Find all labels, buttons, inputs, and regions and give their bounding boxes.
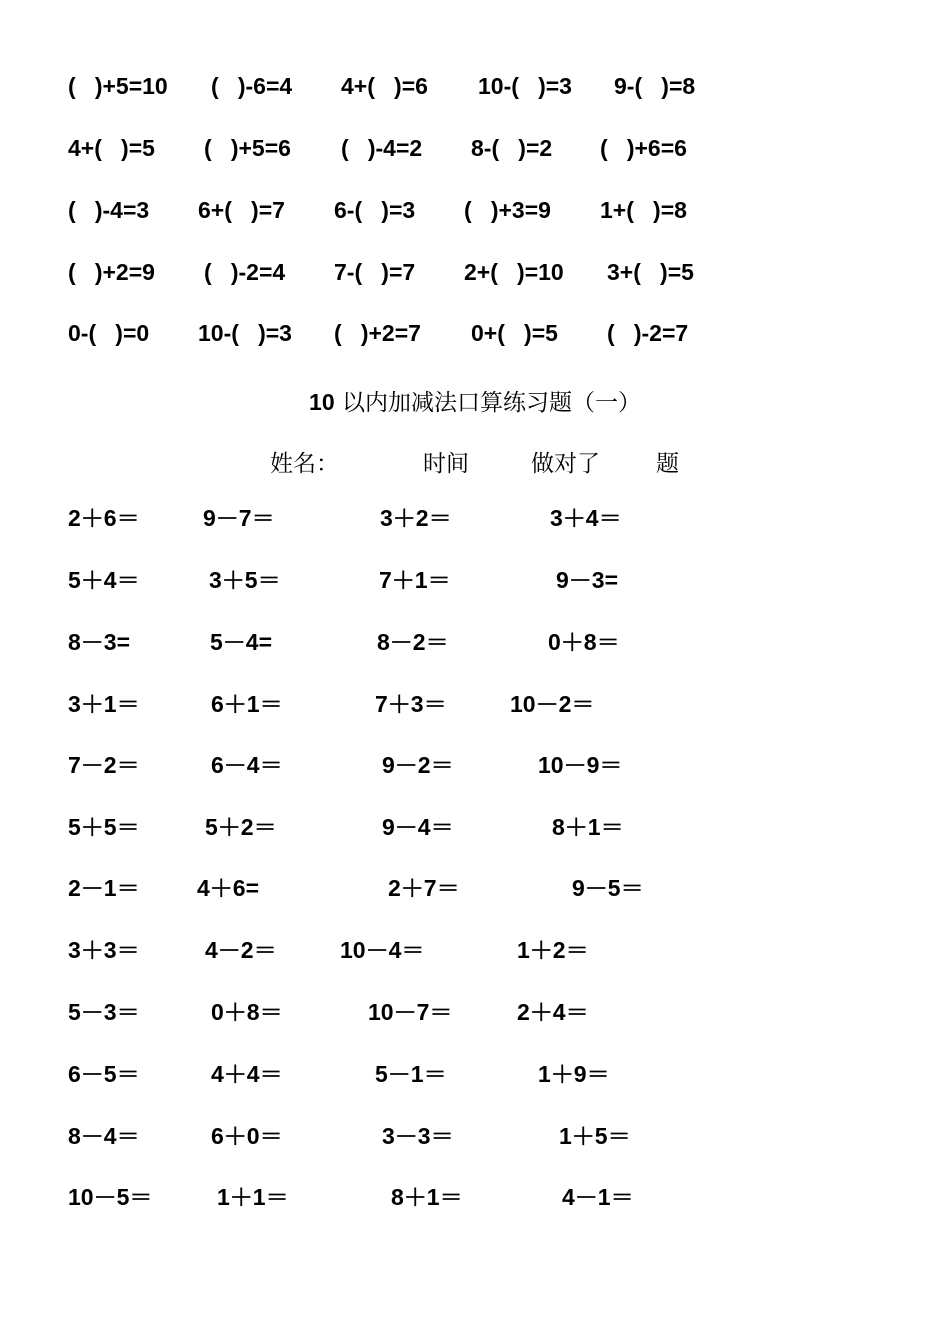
calc-problem: 8－2＝: [377, 629, 449, 655]
calc-problem: 4－2＝: [205, 937, 277, 963]
calc-problem: 6－4＝: [211, 752, 283, 778]
calc-problem: 9－5＝: [572, 875, 644, 901]
calc-problem: 6－5＝: [68, 1061, 140, 1087]
fill-in-problem: 3+( )=5: [607, 259, 694, 285]
calc-problem: 3－3＝: [382, 1123, 454, 1149]
fill-in-problem: ( )+6=6: [600, 135, 687, 161]
calc-problem: 0＋8＝: [211, 999, 283, 1025]
fill-in-problem: 0-( )=0: [68, 320, 150, 346]
calc-problem: 10－2＝: [510, 691, 595, 717]
calc-problem: 3＋2＝: [380, 505, 452, 531]
fill-in-problem: 10-( )=3: [478, 73, 572, 99]
time-label: 时间: [423, 451, 469, 477]
calc-problem: 4－1＝: [562, 1184, 634, 1210]
fill-in-problem: 2+( )=10: [464, 259, 564, 285]
calc-problem: 5＋2＝: [205, 814, 277, 840]
fill-in-problem: 6-( )=3: [334, 197, 416, 223]
calc-problem: 3＋5＝: [209, 567, 281, 593]
calc-problem: 5－4=: [210, 629, 273, 655]
calc-problem: 2＋6＝: [68, 505, 140, 531]
fill-in-problem: ( )+5=10: [68, 73, 168, 99]
correct-label: 做对了: [531, 451, 600, 477]
name-label: 姓名：: [270, 451, 339, 477]
fill-in-problem: ( )-6=4: [211, 73, 293, 99]
calc-problem: 7＋1＝: [379, 567, 451, 593]
fill-in-problem: 1+( )=8: [600, 197, 687, 223]
worksheet-title: [0, 384, 950, 417]
calc-problem: 7－2＝: [68, 752, 140, 778]
calc-problem: 8－4＝: [68, 1123, 140, 1149]
calc-problem: 1＋2＝: [517, 937, 589, 963]
fill-in-problem: ( )-2=4: [204, 259, 286, 285]
calc-problem: 10－5＝: [68, 1184, 153, 1210]
calc-problem: 8－3=: [68, 629, 131, 655]
calc-problem: 10－9＝: [538, 752, 623, 778]
fill-in-problem: 10-( )=3: [198, 320, 292, 346]
calc-problem: 5－3＝: [68, 999, 140, 1025]
fill-in-problem: ( )-4=3: [68, 197, 150, 223]
fill-in-problem: 0+( )=5: [471, 320, 558, 346]
fill-in-problem: ( )+3=9: [464, 197, 551, 223]
calc-problem: 9－3=: [556, 567, 619, 593]
calc-problem: 5＋4＝: [68, 567, 140, 593]
fill-in-problem: 4+( )=6: [341, 73, 428, 99]
calc-problem: 1＋1＝: [217, 1184, 289, 1210]
title-text: 以内加减法口算练习题（一）: [334, 390, 641, 416]
fill-in-problem: ( )-4=2: [341, 135, 423, 161]
calc-problem: 3＋3＝: [68, 937, 140, 963]
calc-problem: 9－7＝: [203, 505, 275, 531]
fill-in-problem: 7-( )=7: [334, 259, 416, 285]
calc-problem: 8＋1＝: [391, 1184, 463, 1210]
calc-problem: 10－7＝: [368, 999, 453, 1025]
calc-problem: 7＋3＝: [375, 691, 447, 717]
calc-problem: 2＋7＝: [388, 875, 460, 901]
calc-problem: 4＋4＝: [211, 1061, 283, 1087]
calc-problem: 1＋9＝: [538, 1061, 610, 1087]
calc-problem: 1＋5＝: [559, 1123, 631, 1149]
calc-problem: 6＋0＝: [211, 1123, 283, 1149]
fill-in-problem: ( )+2=7: [334, 320, 421, 346]
calc-problem: 8＋1＝: [552, 814, 624, 840]
calc-problem: 5－1＝: [375, 1061, 447, 1087]
fill-in-problem: ( )+2=9: [68, 259, 155, 285]
calc-problem: 3＋4＝: [550, 505, 622, 531]
calc-problem: 9－4＝: [382, 814, 454, 840]
calc-problem: 3＋1＝: [68, 691, 140, 717]
title-number: 10: [309, 389, 335, 415]
calc-problem: 6＋1＝: [211, 691, 283, 717]
questions-label: 题: [656, 451, 679, 477]
fill-in-problem: 8-( )=2: [471, 135, 553, 161]
fill-in-problem: 6+( )=7: [198, 197, 285, 223]
fill-in-problem: 9-( )=8: [614, 73, 696, 99]
calc-problem: 2＋4＝: [517, 999, 589, 1025]
calc-problem: 5＋5＝: [68, 814, 140, 840]
calc-problem: 2－1＝: [68, 875, 140, 901]
fill-in-problem: ( )+5=6: [204, 135, 291, 161]
calc-problem: 10－4＝: [340, 937, 425, 963]
fill-in-problem: 4+( )=5: [68, 135, 155, 161]
calc-problem: 4＋6=: [197, 875, 260, 901]
calc-problem: 9－2＝: [382, 752, 454, 778]
fill-in-problem: ( )-2=7: [607, 320, 689, 346]
calc-problem: 0＋8＝: [548, 629, 620, 655]
